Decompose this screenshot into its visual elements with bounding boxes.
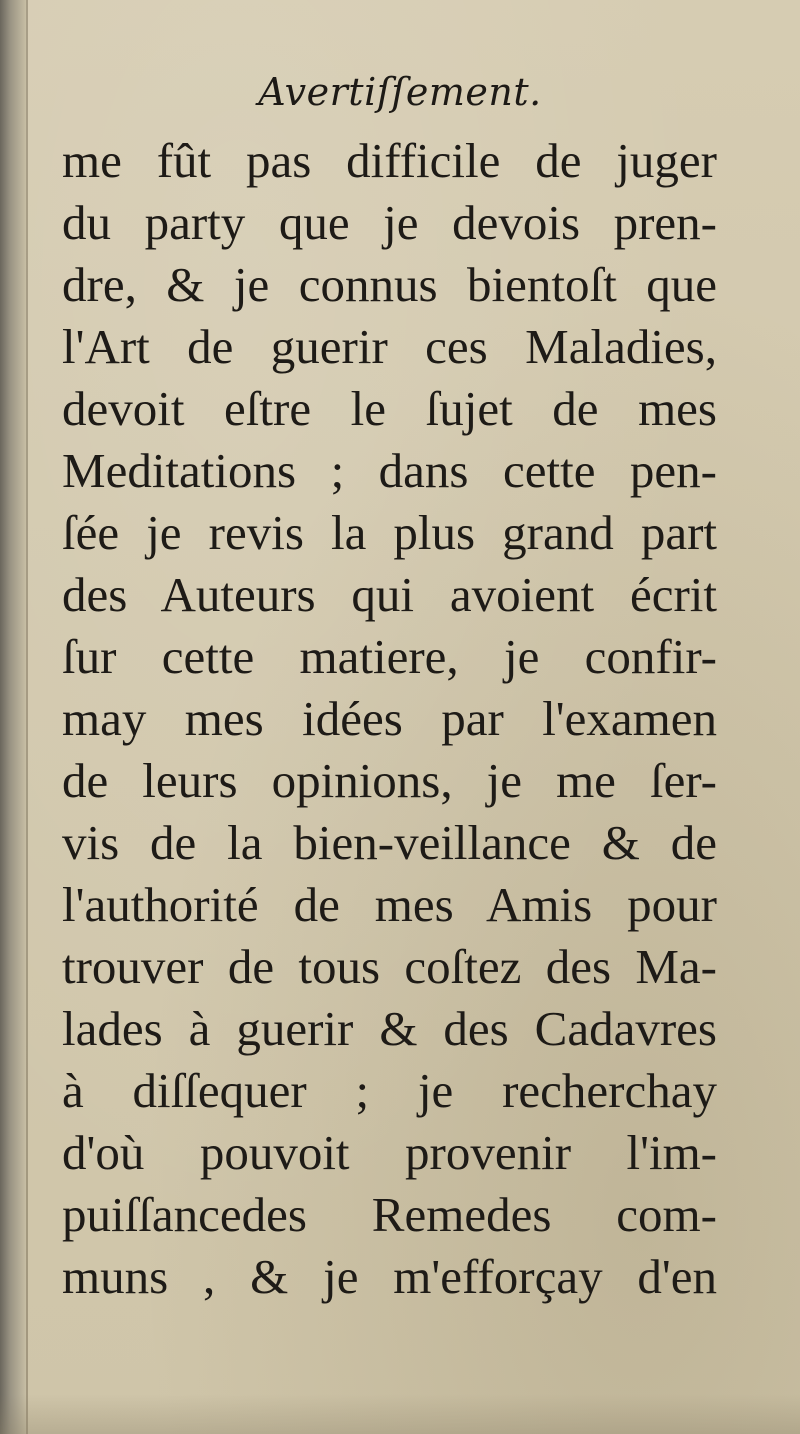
text-line: may mes idées par l'examen xyxy=(62,691,717,746)
text-line: muns , & je m'efforçay d'en xyxy=(62,1249,717,1304)
running-title: Avertiſſement. xyxy=(258,70,542,114)
page-edge xyxy=(26,0,28,1434)
text-line: Meditations ; dans cette pen- xyxy=(62,443,717,498)
book-gutter xyxy=(0,0,26,1434)
body-text xyxy=(62,130,717,1308)
text-line: puiſſancedes Remedes com- xyxy=(62,1187,717,1242)
text-line: à diſſequer ; je recherchay xyxy=(62,1063,717,1118)
text-line: l'Art de guerir ces Maladies, xyxy=(62,319,717,374)
text-line: ſée je revis la plus grand part xyxy=(62,505,717,560)
text-line: trouver de tous coſtez des Ma- xyxy=(62,939,717,994)
bottom-shade xyxy=(0,1394,800,1434)
text-line: me fût pas difficile de juger xyxy=(62,133,717,188)
text-line: dre, & je connus bientoſt que xyxy=(62,257,717,312)
text-line: du party que je devois pren- xyxy=(62,195,717,250)
text-line: lades à guerir & des Cadavres xyxy=(62,1001,717,1056)
text-line: l'authorité de mes Amis pour xyxy=(62,877,717,932)
text-line: ſur cette matiere, je confir- xyxy=(62,629,717,684)
text-line: de leurs opinions, je me ſer- xyxy=(62,753,717,808)
text-line: des Auteurs qui avoient écrit xyxy=(62,567,717,622)
text-line: vis de la bien-veillance & de xyxy=(62,815,717,870)
text-line: devoit eſtre le ſujet de mes xyxy=(62,381,717,436)
text-line: d'où pouvoit provenir l'im- xyxy=(62,1125,717,1180)
